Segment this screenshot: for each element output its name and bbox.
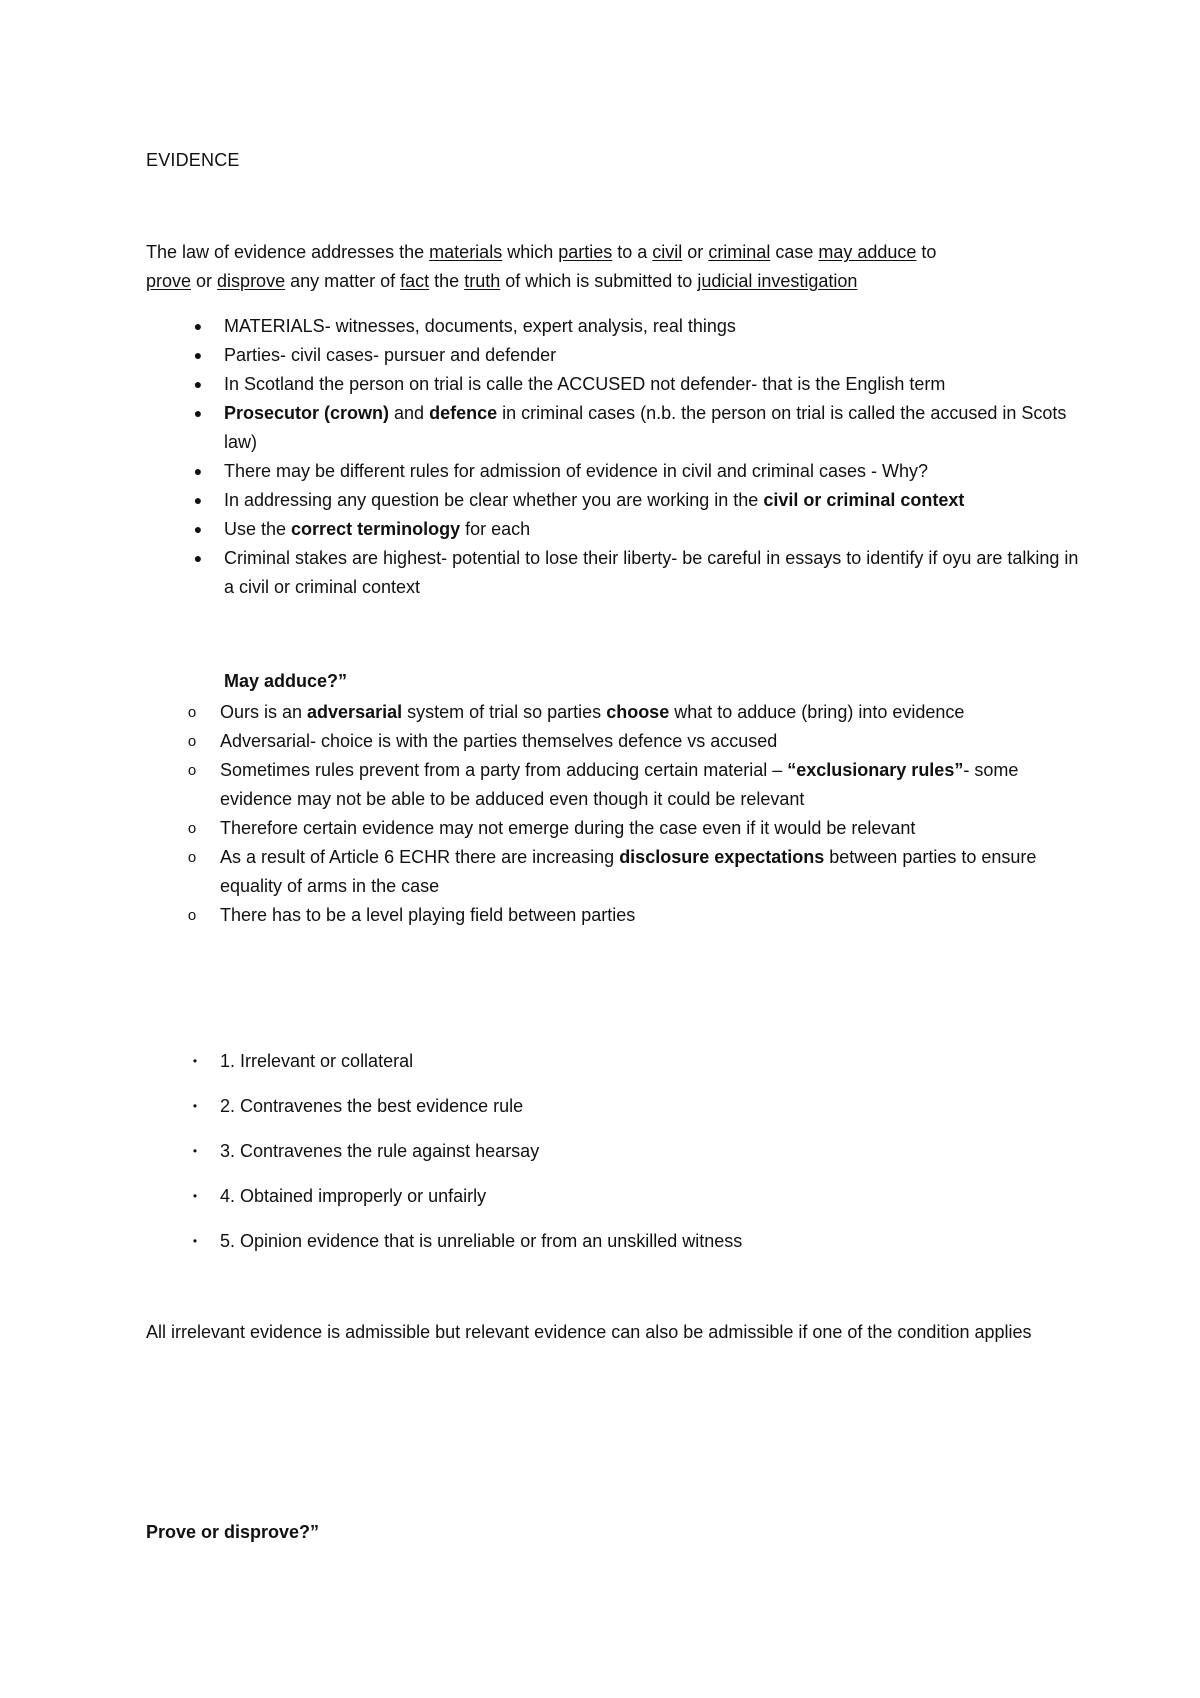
list-item-text: Use the <box>224 519 292 539</box>
list-item-text: Parties- civil cases- pursuer and defender <box>224 345 557 365</box>
bullet-icon: o <box>187 820 197 837</box>
list-item-text: 2. Contravenes the best evidence rule <box>220 1096 524 1116</box>
intro-text: The law of evidence addresses the <box>146 242 430 262</box>
list-item <box>187 756 1080 814</box>
list-item <box>193 457 1084 486</box>
intro-text: of which is submitted to <box>500 271 698 291</box>
list-item-text: In Scotland the person on trial is calle the ACCUSED not defender- that is the English term <box>224 374 946 394</box>
list-item <box>187 814 1080 843</box>
term-civil: civil <box>652 242 683 262</box>
list-item-bold: choose <box>606 702 670 722</box>
list-item <box>192 1092 1080 1121</box>
intro-text: any matter of <box>285 271 401 291</box>
bullet-icon: • <box>192 1099 198 1113</box>
list-item-text: - some evidence may not be able to be adduced even though it could be relevant <box>220 760 1019 809</box>
term-disprove: disprove <box>217 271 286 291</box>
intro-text: to <box>916 242 937 262</box>
intro-text: which <box>502 242 559 262</box>
list-item-text: 4. Obtained improperly or unfairly <box>220 1186 487 1206</box>
bullet-icon: ● <box>193 492 203 508</box>
bullet-icon: • <box>192 1054 198 1068</box>
list-item-text: Criminal stakes are highest- potential to lose their liberty- be careful in essays to identify if oyu are talking in a civil or criminal context <box>224 548 1079 597</box>
list-item-text: There has to be a level playing field between parties <box>220 905 636 925</box>
term-parties: parties <box>558 242 613 262</box>
list-item <box>193 515 1084 544</box>
list-item-text: MATERIALS- witnesses, documents, expert analysis, real things <box>224 316 736 336</box>
term-criminal: criminal <box>708 242 771 262</box>
bullet-icon: ● <box>193 376 203 392</box>
list-item <box>187 843 1080 901</box>
list-item <box>193 370 1084 399</box>
conclusion-paragraph: All irrelevant evidence is admissible but relevant evidence can also be admissible if one of the condition applies <box>146 1322 1032 1342</box>
bullet-icon: • <box>192 1144 198 1158</box>
subheading-may-adduce: May adduce?” <box>224 671 348 691</box>
term-judicial-investigation: judicial investigation <box>697 271 858 291</box>
list-item-text: and <box>389 403 430 423</box>
term-truth: truth <box>464 271 501 291</box>
list-item-text: between parties to ensure equality of arms in the case <box>220 847 1037 896</box>
adduce-points-list <box>187 698 1080 930</box>
term-may-adduce: may adduce <box>818 242 917 262</box>
key-points-list <box>193 312 1084 602</box>
bullet-icon: ● <box>193 318 203 334</box>
document-title: EVIDENCE <box>146 150 240 170</box>
list-item <box>193 544 1084 602</box>
list-item-bold: civil or criminal context <box>763 490 965 510</box>
list-item <box>192 1182 1080 1211</box>
list-item-text: in criminal cases (n.b. the person on trial is called the accused in Scots law) <box>224 403 1067 452</box>
term-fact: fact <box>400 271 430 291</box>
bullet-icon: o <box>187 704 197 721</box>
exclusion-grounds-list <box>192 1047 1080 1272</box>
intro-text: case <box>770 242 819 262</box>
list-item-text: Adversarial- choice is with the parties themselves defence vs accused <box>220 731 778 751</box>
bullet-icon: ● <box>193 521 203 537</box>
list-item <box>193 312 1084 341</box>
list-item <box>192 1047 1080 1076</box>
list-item <box>187 901 1080 930</box>
list-item-text: 5. Opinion evidence that is unreliable or from an unskilled witness <box>220 1231 743 1251</box>
bullet-icon: ● <box>193 347 203 363</box>
bullet-icon: • <box>192 1189 198 1203</box>
list-item-text: In addressing any question be clear whether you are working in the <box>224 490 764 510</box>
list-item-text: Sometimes rules prevent from a party from adducing certain material – <box>220 760 788 780</box>
intro-paragraph <box>146 238 1076 296</box>
list-item-bold: adversarial <box>307 702 403 722</box>
bullet-icon: ● <box>193 405 203 421</box>
term-materials: materials <box>429 242 503 262</box>
list-item-text: As a result of Article 6 ECHR there are increasing <box>220 847 620 867</box>
bullet-icon: o <box>187 733 197 750</box>
bullet-icon: o <box>187 907 197 924</box>
list-item-text: 1. Irrelevant or collateral <box>220 1051 414 1071</box>
list-item-bold: disclosure expectations <box>619 847 825 867</box>
list-item-text: Therefore certain evidence may not emerge during the case even if it would be relevant <box>220 818 916 838</box>
heading-prove-or-disprove: Prove or disprove?” <box>146 1522 320 1542</box>
list-item-text: 3. Contravenes the rule against hearsay <box>220 1141 540 1161</box>
bullet-icon: o <box>187 762 197 779</box>
list-item-text: Ours is an <box>220 702 308 722</box>
intro-text: to a <box>612 242 653 262</box>
list-item <box>192 1227 1080 1256</box>
list-item-text: what to adduce (bring) into evidence <box>669 702 965 722</box>
list-item-bold: correct terminology <box>291 519 461 539</box>
list-item-text: There may be different rules for admission of evidence in civil and criminal cases - Why? <box>224 461 928 481</box>
term-prove: prove <box>146 271 192 291</box>
list-item-bold: Prosecutor (crown) <box>224 403 390 423</box>
list-item-bold: “exclusionary rules” <box>787 760 964 780</box>
list-item-bold: defence <box>429 403 498 423</box>
list-item <box>187 698 1080 727</box>
intro-text: or <box>682 242 709 262</box>
list-item-text: for each <box>460 519 531 539</box>
list-item-text: system of trial so parties <box>402 702 607 722</box>
list-item <box>193 399 1084 457</box>
bullet-icon: ● <box>193 550 203 566</box>
bullet-icon: ● <box>193 463 203 479</box>
bullet-icon: o <box>187 849 197 866</box>
list-item <box>192 1137 1080 1166</box>
intro-text: or <box>191 271 218 291</box>
list-item <box>187 727 1080 756</box>
bullet-icon: • <box>192 1234 198 1248</box>
list-item <box>193 341 1084 370</box>
list-item <box>193 486 1084 515</box>
intro-text: the <box>429 271 465 291</box>
